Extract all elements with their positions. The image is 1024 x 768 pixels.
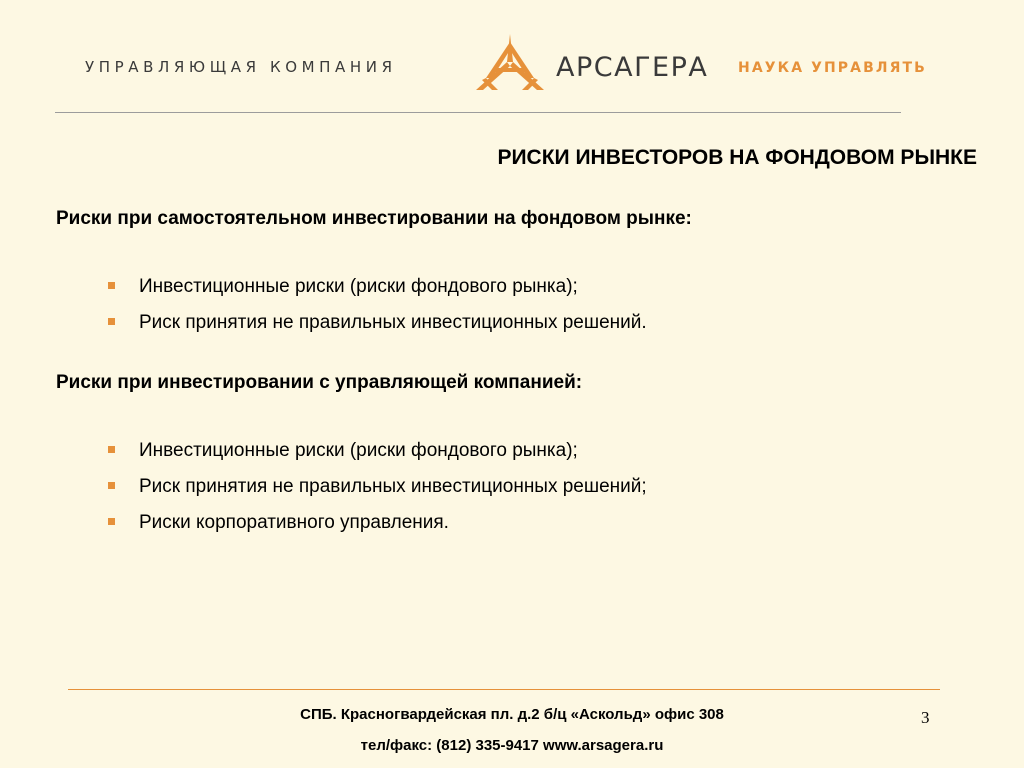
square-bullet-icon [108,446,115,453]
company-type-tagline: УПРАВЛЯЮЩАЯ КОМПАНИЯ [85,58,397,76]
list-item-text: Инвестиционные риски (риски фондового рынка); [139,276,578,297]
footer-contacts: тел/факс: (812) 335-9417 www.arsagera.ru [360,737,664,754]
list-item-text: Риск принятия не правильных инвестиционных решений; [139,476,647,497]
list-item-text: Риск принятия не правильных инвестиционных решений. [139,312,647,333]
slide-title: РИСКИ ИНВЕСТОРОВ НА ФОНДОВОМ РЫНКЕ [497,146,977,169]
brand-slogan: НАУКА УПРАВЛЯТЬ [738,60,927,76]
square-bullet-icon [108,482,115,489]
square-bullet-icon [108,518,115,525]
header-divider [55,112,901,113]
square-bullet-icon [108,318,115,325]
list-item-text: Риски корпоративного управления. [139,512,449,533]
section-heading-self-investing: Риски при самостоятельном инвестировании на фондовом рынке: [56,208,692,229]
slide-header [0,0,1024,110]
footer-address: СПБ. Красногвардейская пл. д.2 б/ц «Аскольд» офис 308 [300,706,724,723]
list-item-text: Инвестиционные риски (риски фондового рынка); [139,440,578,461]
page-number: 3 [921,708,930,727]
square-bullet-icon [108,282,115,289]
section-heading-managed-investing: Риски при инвестировании с управляющей компанией: [56,372,583,393]
footer-divider [68,689,940,690]
brand-name: АРСАГЕРА [556,52,709,83]
arsagera-logo-icon [474,32,546,94]
